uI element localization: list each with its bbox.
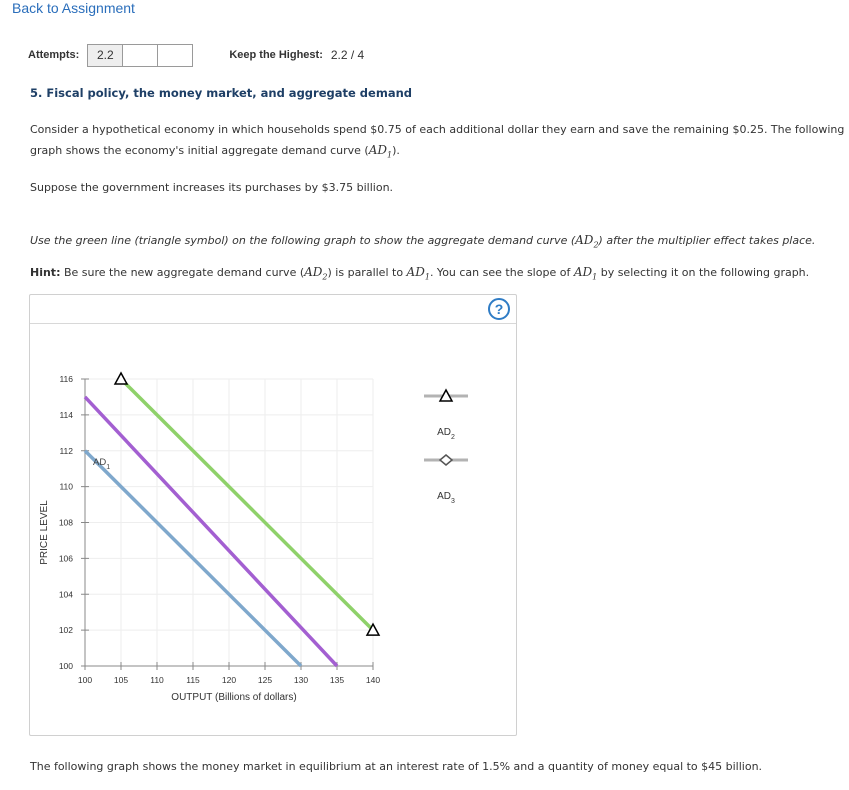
attempt-box-2	[122, 44, 158, 67]
y-tick-label: 114	[59, 409, 73, 420]
question-paragraph-1	[30, 119, 844, 165]
back-to-assignment-link[interactable]: Back to Assignment	[12, 0, 135, 16]
question-title: 5. Fiscal policy, the money market, and aggregate demand	[30, 86, 412, 100]
paragraph-1-line-2-pre: graph shows the economy's initial aggregate demand curve (	[30, 144, 369, 157]
instruction-text: Use the green line (triangle symbol) on the following graph to show the aggregate demand curve $(AD_2)$ after the multiplier effect takes place.	[30, 233, 816, 250]
y-tick-label: 108	[58, 517, 73, 528]
math-ad1: $AD_1$	[368, 143, 393, 160]
attempt-box-3	[157, 44, 193, 67]
y-axis-title: PRICE LEVEL	[39, 500, 50, 565]
x-tick-label: 115	[186, 675, 200, 685]
series-label-ad1: $AD_1$	[93, 456, 111, 471]
x-tick-label: 125	[257, 675, 273, 685]
paragraph-1-line-1: Consider a hypothetical economy in which households spend $0.75 of each additional dollar they earn and save the remaining $0.25. The following	[30, 123, 845, 136]
x-tick-label: 110	[150, 675, 164, 685]
y-tick-label: 110	[59, 481, 73, 492]
y-tick-label: 112	[59, 445, 73, 456]
keep-highest-label: Keep the Highest:	[229, 49, 323, 61]
paragraph-1-line-2-post: ).	[392, 144, 400, 157]
hint-label: Hint:	[30, 266, 61, 279]
y-tick-label: 106	[58, 553, 73, 564]
hint-text: Hint: Be sure the new aggregate demand curve $(AD_2)$ is parallel to $AD_1$. You can see the slope of $AD_1$ by selecting it on the following graph.	[30, 265, 810, 282]
ad-chart[interactable]	[30, 295, 518, 737]
x-tick-label: 130	[293, 675, 309, 685]
question-paragraph-2: Suppose the government increases its purchases by $3.75 billion.	[30, 181, 394, 194]
attempt-box-1: 2.2	[87, 44, 123, 67]
money-market-intro-text: The following graph shows the money market in equilibrium at an interest rate of 1.5% and a quantity of money equal to $45 billion.	[30, 760, 763, 773]
x-tick-label: 100	[77, 675, 93, 685]
x-tick-label: 140	[365, 675, 381, 685]
attempts-label: Attempts:	[28, 49, 80, 61]
series-line-ad2[interactable]	[121, 379, 373, 630]
palette-label-ad2[interactable]: $AD_2$	[437, 427, 455, 441]
attempts-row	[28, 43, 364, 67]
y-tick-label: 100	[58, 661, 73, 671]
help-icon[interactable]: ?	[488, 298, 510, 320]
x-axis-title: OUTPUT (Billions of dollars)	[171, 692, 297, 703]
keep-highest-value: 2.2 / 4	[330, 48, 365, 62]
y-tick-label: 104	[58, 589, 73, 600]
y-tick-label: 102	[58, 625, 73, 636]
y-tick-label: 116	[59, 374, 73, 384]
series-line-curve-2[interactable]	[85, 397, 337, 666]
x-tick-label: 120	[221, 675, 237, 685]
palette-diamond-icon[interactable]	[440, 455, 452, 465]
palette-label-ad3[interactable]: $AD_3$	[437, 491, 455, 505]
math-ad2: $AD_2$	[575, 233, 599, 250]
x-tick-label: 105	[113, 675, 129, 685]
graph-panel	[29, 294, 517, 736]
x-tick-label: 135	[329, 675, 345, 685]
